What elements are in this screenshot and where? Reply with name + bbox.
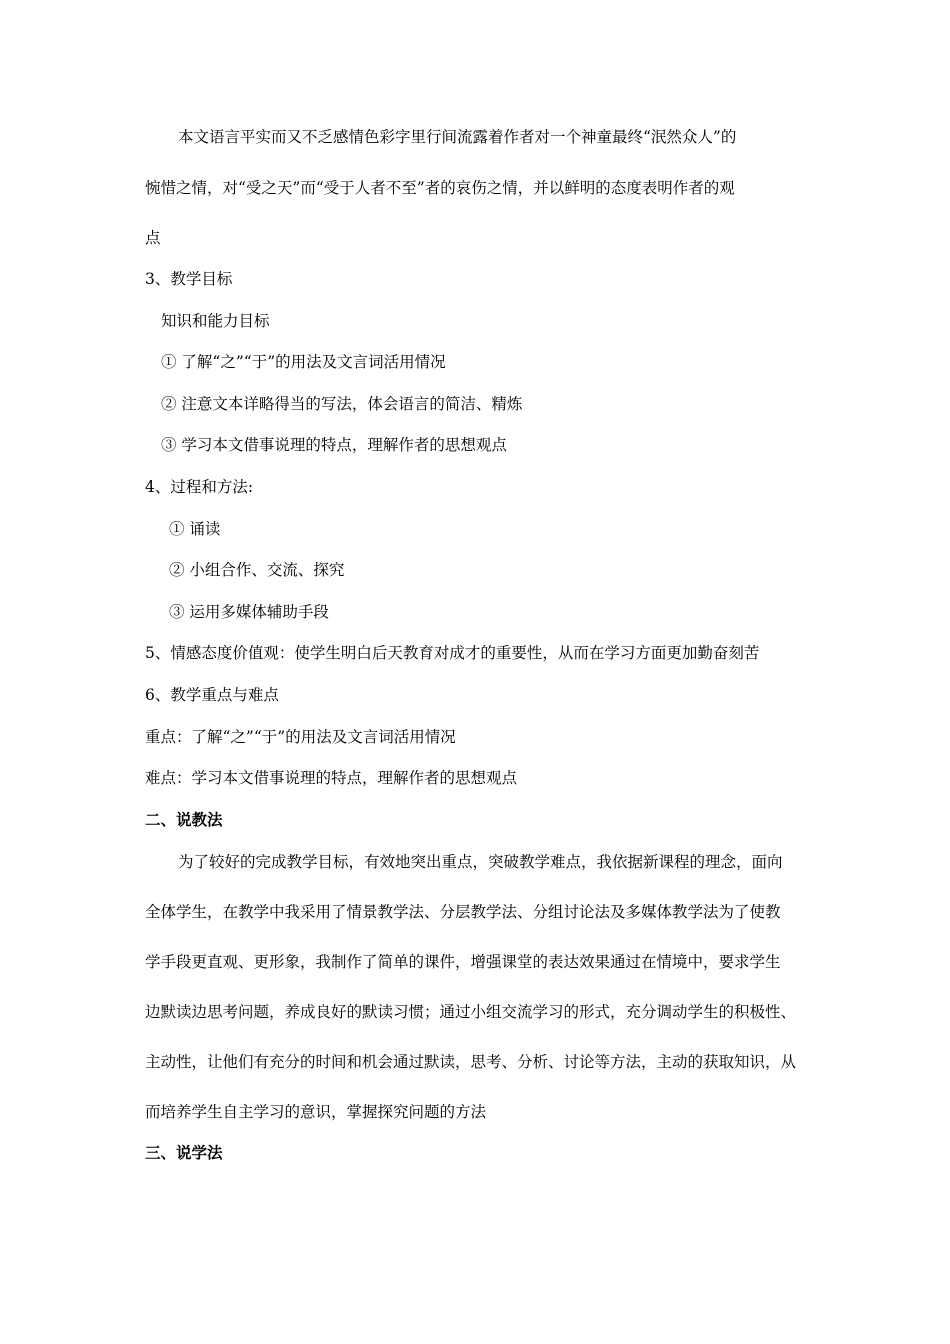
paragraph-line: 学手段更直观、更形象，我制作了简单的课件，增强课堂的表达效果通过在情境中，要求学生 (145, 953, 781, 971)
list-item: ① 了解“之”“于”的用法及文言词活用情况 (161, 353, 446, 371)
paragraph-line: 边默读边思考问题，养成良好的默读习惯；通过小组交流学习的形式，充分调动学生的积极性、 (145, 1003, 797, 1021)
list-item: ① 诵读 (169, 520, 221, 538)
subheading: 知识和能力目标 (161, 312, 270, 330)
paragraph-line: 点 (145, 229, 161, 247)
section-line: 5、情感态度价值观：使学生明白后天教育对成才的重要性，从而在学习方面更加勤奋刻苦 (145, 644, 760, 662)
difficult-point-line: 难点：学习本文借事说理的特点，理解作者的思想观点 (145, 769, 518, 787)
major-heading: 三、说学法 (145, 1143, 223, 1162)
paragraph-line: 本文语言平实而又不乏感情色彩字里行间流露着作者对一个神童最终“泯然众人”的 (178, 128, 737, 146)
key-point-line: 重点：了解“之”“于”的用法及文言词活用情况 (145, 728, 456, 746)
list-item: ③ 运用多媒体辅助手段 (169, 603, 329, 621)
paragraph-line: 惋惜之情，对“受之天”而“受于人者不至”者的哀伤之情，并以鲜明的态度表明作者的观 (145, 179, 735, 197)
paragraph-line: 主动性，让他们有充分的时间和机会通过默读，思考、分析、讨论等方法，主动的获取知识，从 (145, 1053, 797, 1071)
paragraph-line: 为了较好的完成教学目标，有效地突出重点，突破教学难点，我依据新课程的理念，面向 (178, 853, 783, 871)
section-heading: 4、过程和方法: (145, 478, 254, 496)
major-heading: 二、说教法 (145, 810, 223, 829)
list-item: ② 注意文本详略得当的写法，体会语言的简洁、精炼 (161, 395, 523, 413)
paragraph-line: 而培养学生自主学习的意识，掌握探究问题的方法 (145, 1103, 487, 1121)
section-heading: 6、教学重点与难点 (145, 686, 279, 704)
section-heading: 3、教学目标 (145, 270, 233, 288)
list-item: ② 小组合作、交流、探究 (169, 561, 345, 579)
paragraph-line: 全体学生，在教学中我采用了情景教学法、分层教学法、分组讨论法及多媒体教学法为了使教 (145, 903, 781, 921)
list-item: ③ 学习本文借事说理的特点，理解作者的思想观点 (161, 436, 507, 454)
